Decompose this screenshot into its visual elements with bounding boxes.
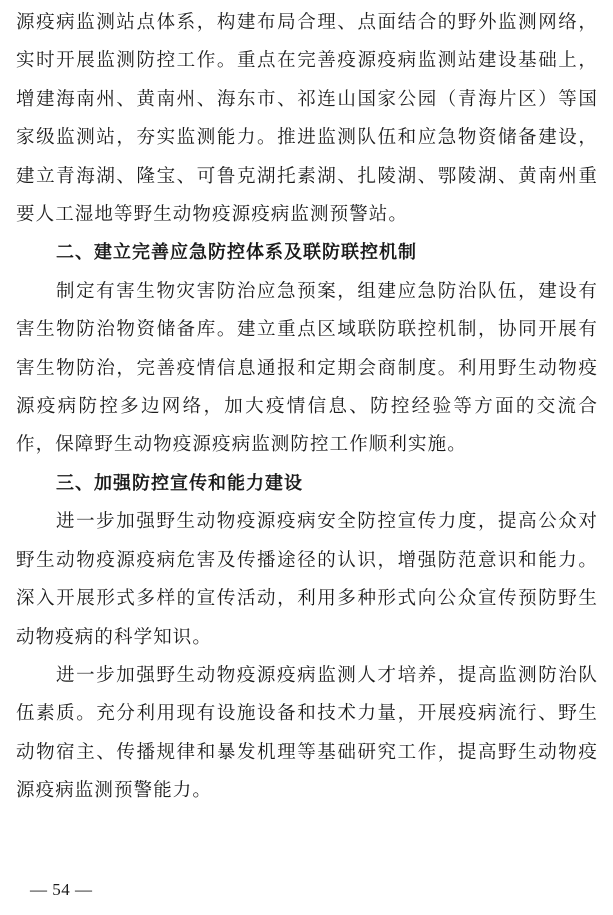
section-heading-emergency-system: 二、建立完善应急防控体系及联防联控机制 bbox=[56, 242, 417, 264]
paragraph-monitoring-network: 源疫病监测站点体系，构建布局合理、点面结合的野外监测网络，实时开展监测防控工作。重点在完善疫源疫病监测站建设基础上，增建海南州、黄南州、海东市、祁连山国家公园（青海片区）等国家级监测站，夯实监测能力。推进监测队伍和应急物资储备建设，建立青海湖、隆宝、可鲁克湖托素湖、扎陵湖、鄂陵湖、黄南州重要人工湿地等野生动物疫源疫病监测预警站。 bbox=[16, 12, 598, 226]
document-page bbox=[16, 4, 598, 811]
paragraph-emergency-system: 制定有害生物灾害防治应急预案，组建应急防治队伍，建设有害生物防治物资储备库。建立重点区域联防联控机制，协同开展有害生物防治，完善疫情信息通报和定期会商制度。利用野生动物疫源疫病防控多边网络，加大疫情信息、防控经验等方面的交流合作，保障野生动物疫源疫病监测防控工作顺利实施。 bbox=[16, 280, 598, 456]
paragraph-publicity: 进一步加强野生动物疫源疫病安全防控宣传力度，提高公众对野生动物疫源疫病危害及传播途径的认识，增强防范意识和能力。深入开展形式多样的宣传活动，利用多种形式向公众宣传预防野生动物疫病的科学知识。 bbox=[16, 511, 598, 648]
section-heading-publicity: 三、加强防控宣传和能力建设 bbox=[56, 472, 303, 494]
page-number: — 54 — bbox=[30, 880, 93, 899]
paragraph-talent-training: 进一步加强野生动物疫源疫病监测人才培养，提高监测防治队伍素质。充分利用现有设施设备和技术力量，开展疫病流行、野生动物宿主、传播规律和暴发机理等基础研究工作，提高野生动物疫源疫病监测预警能力。 bbox=[16, 664, 598, 802]
